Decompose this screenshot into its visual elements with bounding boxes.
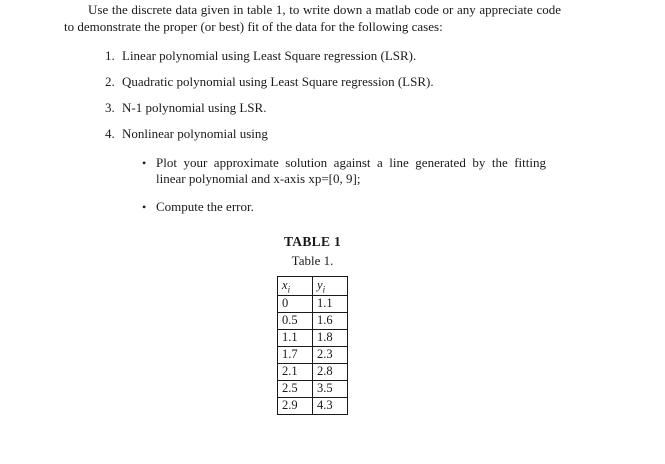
numbered-list <box>64 48 561 215</box>
list-item <box>64 48 561 65</box>
table-caption: Table 1. <box>291 253 334 268</box>
table-header-y: $y_i$ <box>313 277 348 296</box>
list-item-number: 1. <box>105 48 115 63</box>
table-row <box>278 363 348 380</box>
list-item <box>64 100 561 117</box>
bullet-item-text: Compute the error. <box>156 198 254 214</box>
table-row <box>278 397 348 414</box>
table-cell-y: 1.1 <box>313 295 348 312</box>
table-cell-y: 1.6 <box>313 312 348 329</box>
table-cell-x: 1.7 <box>278 346 313 363</box>
bullet-icon: • <box>142 199 147 214</box>
table-row <box>278 295 348 312</box>
bullet-list <box>142 155 546 216</box>
list-item-text: N-1 polynomial using LSR. <box>122 100 267 115</box>
table-title: TABLE 1 <box>284 234 341 249</box>
list-item-text: Linear polynomial using Least Square regression (LSR). <box>122 48 417 63</box>
intro-paragraph: Use the discrete data given in table 1, to write down a matlab code or any appreciate code to demonstrate the proper (or best) fit of the data for the following cases: <box>64 2 561 34</box>
text-column <box>64 2 561 415</box>
bullet-item <box>142 199 546 216</box>
table-row <box>278 329 348 346</box>
table-cell-x: 2.5 <box>278 380 313 397</box>
list-item-number: 3. <box>105 100 115 115</box>
list-item-text: Quadratic polynomial using Least Square regression (LSR). <box>122 74 434 89</box>
table-cell-y: 1.8 <box>313 329 348 346</box>
table-cell-x: 2.1 <box>278 363 313 380</box>
table-cell-y: 2.3 <box>313 346 348 363</box>
list-item-number: 2. <box>105 74 115 89</box>
list-item-number: 4. <box>105 126 115 141</box>
table-header-row <box>278 277 348 296</box>
table-row <box>278 312 348 329</box>
list-item <box>64 74 561 91</box>
list-item-text: Nonlinear polynomial using <box>122 126 268 141</box>
list-item <box>64 126 561 143</box>
table-section <box>64 234 561 415</box>
table-row <box>278 346 348 363</box>
table-row <box>278 380 348 397</box>
data-table <box>277 276 348 415</box>
table-cell-x: 0.5 <box>278 312 313 329</box>
table-header-x: $x_i$ <box>278 277 313 296</box>
table-cell-y: 4.3 <box>313 397 348 414</box>
bullet-icon: • <box>142 155 147 170</box>
bullet-item <box>142 155 546 188</box>
table-cell-y: 2.8 <box>313 363 348 380</box>
table-cell-x: 1.1 <box>278 329 313 346</box>
table-cell-x: 2.9 <box>278 397 313 414</box>
table-cell-y: 3.5 <box>313 380 348 397</box>
table-cell-x: 0 <box>278 295 313 312</box>
bullet-item-text: Plot your approximate solution against a line generated by the fitting linear polynomial and x-axis xp=[0, 9]; <box>156 154 546 186</box>
